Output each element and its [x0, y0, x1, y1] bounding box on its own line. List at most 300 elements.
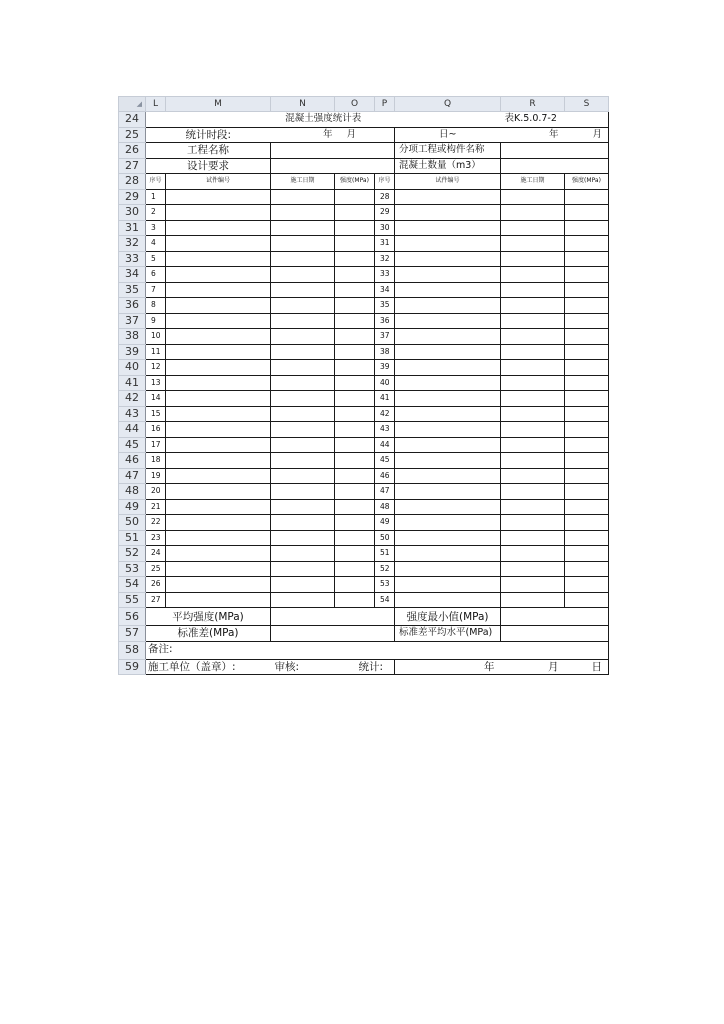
date-cell-left[interactable] [271, 220, 335, 236]
specimen-cell-right[interactable] [395, 375, 501, 391]
project-name-value[interactable] [271, 143, 395, 159]
specimen-cell-left[interactable] [166, 484, 271, 500]
date-cell-left[interactable] [271, 530, 335, 546]
seq-cell-left[interactable]: 25 [146, 561, 166, 577]
concrete-quantity-label[interactable]: 混凝土数量（m3） [395, 158, 501, 174]
specimen-cell-left[interactable] [166, 453, 271, 469]
seq-cell-left[interactable]: 8 [146, 298, 166, 314]
strength-cell-right[interactable] [565, 592, 609, 608]
specimen-cell-left[interactable] [166, 251, 271, 267]
strength-cell-right[interactable] [565, 577, 609, 593]
row-number[interactable]: 29 [119, 189, 146, 205]
date-cell-right[interactable] [501, 484, 565, 500]
row-number[interactable]: 55 [119, 592, 146, 608]
date-cell-right[interactable] [501, 236, 565, 252]
specimen-cell-right[interactable] [395, 530, 501, 546]
seq-cell-left[interactable]: 5 [146, 251, 166, 267]
date-cell-right[interactable] [501, 189, 565, 205]
strength-cell-left[interactable] [335, 251, 375, 267]
specimen-cell-left[interactable] [166, 561, 271, 577]
strength-cell-left[interactable] [335, 344, 375, 360]
row-number[interactable]: 35 [119, 282, 146, 298]
seq-cell-left[interactable]: 24 [146, 546, 166, 562]
seq-cell-right[interactable]: 34 [375, 282, 395, 298]
seq-cell-left[interactable]: 18 [146, 453, 166, 469]
specimen-cell-left[interactable] [166, 329, 271, 345]
strength-cell-right[interactable] [565, 468, 609, 484]
strength-cell-left[interactable] [335, 592, 375, 608]
specimen-cell-left[interactable] [166, 267, 271, 283]
date-cell-left[interactable] [271, 298, 335, 314]
reviewer-label[interactable]: 审核: [271, 659, 335, 675]
specimen-cell-right[interactable] [395, 298, 501, 314]
strength-cell-right[interactable] [565, 375, 609, 391]
row-number[interactable]: 44 [119, 422, 146, 438]
date-cell-right[interactable] [501, 530, 565, 546]
row-number[interactable]: 47 [119, 468, 146, 484]
seq-cell-left[interactable]: 19 [146, 468, 166, 484]
strength-cell-left[interactable] [335, 468, 375, 484]
strength-cell-left[interactable] [335, 267, 375, 283]
row-number[interactable]: 24 [119, 112, 146, 128]
specimen-cell-right[interactable] [395, 422, 501, 438]
row-number[interactable]: 28 [119, 174, 146, 190]
date-cell-right[interactable] [501, 499, 565, 515]
date-cell-left[interactable] [271, 236, 335, 252]
strength-cell-left[interactable] [335, 205, 375, 221]
strength-cell-right[interactable] [565, 205, 609, 221]
seq-cell-right[interactable]: 46 [375, 468, 395, 484]
seq-cell-right[interactable]: 33 [375, 267, 395, 283]
seq-cell-left[interactable]: 14 [146, 391, 166, 407]
min-strength-label[interactable]: 强度最小值(MPa) [395, 608, 501, 626]
column-header-s[interactable]: S [565, 97, 609, 112]
strength-cell-left[interactable] [335, 546, 375, 562]
specimen-cell-left[interactable] [166, 499, 271, 515]
period-year-1[interactable]: 年 [271, 127, 335, 143]
seq-cell-right[interactable]: 41 [375, 391, 395, 407]
row-number[interactable]: 30 [119, 205, 146, 221]
specimen-cell-left[interactable] [166, 546, 271, 562]
strength-cell-right[interactable] [565, 267, 609, 283]
specimen-cell-left[interactable] [166, 344, 271, 360]
strength-cell-right[interactable] [565, 515, 609, 531]
specimen-cell-right[interactable] [395, 236, 501, 252]
period-day-separator[interactable]: 日~ [395, 127, 501, 143]
strength-cell-right[interactable] [565, 344, 609, 360]
specimen-cell-right[interactable] [395, 592, 501, 608]
specimen-cell-left[interactable] [166, 530, 271, 546]
specimen-cell-right[interactable] [395, 329, 501, 345]
strength-cell-left[interactable] [335, 189, 375, 205]
date-cell-left[interactable] [271, 437, 335, 453]
date-cell-left[interactable] [271, 561, 335, 577]
specimen-cell-left[interactable] [166, 282, 271, 298]
seq-cell-right[interactable]: 32 [375, 251, 395, 267]
specimen-cell-right[interactable] [395, 453, 501, 469]
form-code[interactable]: 表K.5.0.7-2 [501, 112, 609, 128]
seq-cell-left[interactable]: 1 [146, 189, 166, 205]
row-number[interactable]: 40 [119, 360, 146, 376]
specimen-cell-right[interactable] [395, 282, 501, 298]
date-cell-left[interactable] [271, 422, 335, 438]
date-cell-left[interactable] [271, 344, 335, 360]
specimen-cell-right[interactable] [395, 577, 501, 593]
date-cell-right[interactable] [501, 561, 565, 577]
column-header-p[interactable]: P [375, 97, 395, 112]
row-number[interactable]: 31 [119, 220, 146, 236]
date-cell-left[interactable] [271, 313, 335, 329]
seq-cell-right[interactable]: 51 [375, 546, 395, 562]
row-number[interactable]: 59 [119, 659, 146, 675]
date-cell-right[interactable] [501, 298, 565, 314]
seq-cell-right[interactable]: 39 [375, 360, 395, 376]
strength-cell-right[interactable] [565, 406, 609, 422]
strength-cell-right[interactable] [565, 546, 609, 562]
specimen-cell-right[interactable] [395, 313, 501, 329]
row-number[interactable]: 34 [119, 267, 146, 283]
std-dev-level-label[interactable]: 标准差平均水平(MPa) [395, 626, 501, 642]
avg-strength-label[interactable]: 平均强度(MPa) [146, 608, 271, 626]
date-cell-right[interactable] [501, 546, 565, 562]
period-label[interactable]: 统计时段: [146, 127, 271, 143]
row-number[interactable]: 58 [119, 641, 146, 659]
row-number[interactable]: 54 [119, 577, 146, 593]
strength-cell-left[interactable] [335, 453, 375, 469]
strength-cell-right[interactable] [565, 561, 609, 577]
specimen-cell-right[interactable] [395, 391, 501, 407]
strength-cell-left[interactable] [335, 298, 375, 314]
strength-cell-right[interactable] [565, 484, 609, 500]
period-month-1[interactable]: 月 [335, 127, 395, 143]
footer-day[interactable]: 日 [565, 659, 609, 675]
date-cell-right[interactable] [501, 313, 565, 329]
sub-project-label[interactable]: 分项工程或构件名称 [395, 143, 501, 159]
date-cell-left[interactable] [271, 499, 335, 515]
seq-cell-right[interactable]: 53 [375, 577, 395, 593]
strength-cell-left[interactable] [335, 329, 375, 345]
date-cell-right[interactable] [501, 282, 565, 298]
strength-cell-left[interactable] [335, 530, 375, 546]
seq-cell-right[interactable]: 28 [375, 189, 395, 205]
date-cell-left[interactable] [271, 360, 335, 376]
strength-cell-right[interactable] [565, 329, 609, 345]
date-cell-right[interactable] [501, 515, 565, 531]
date-cell-left[interactable] [271, 205, 335, 221]
strength-cell-left[interactable] [335, 484, 375, 500]
strength-cell-left[interactable] [335, 577, 375, 593]
date-cell-left[interactable] [271, 329, 335, 345]
seq-cell-left[interactable]: 21 [146, 499, 166, 515]
seq-cell-left[interactable]: 27 [146, 592, 166, 608]
seq-cell-left[interactable]: 26 [146, 577, 166, 593]
date-cell-right[interactable] [501, 577, 565, 593]
date-cell-right[interactable] [501, 406, 565, 422]
column-header-m[interactable]: M [166, 97, 271, 112]
seq-cell-right[interactable]: 48 [375, 499, 395, 515]
row-number[interactable]: 27 [119, 158, 146, 174]
statistician-label[interactable]: 统计: [335, 659, 395, 675]
column-header-l[interactable]: L [146, 97, 166, 112]
specimen-cell-right[interactable] [395, 561, 501, 577]
row-number[interactable]: 38 [119, 329, 146, 345]
date-cell-left[interactable] [271, 189, 335, 205]
seq-cell-right[interactable]: 52 [375, 561, 395, 577]
seq-cell-left[interactable]: 22 [146, 515, 166, 531]
specimen-cell-left[interactable] [166, 189, 271, 205]
avg-strength-value[interactable] [271, 608, 395, 626]
specimen-cell-left[interactable] [166, 468, 271, 484]
design-requirement-label[interactable]: 设计要求 [146, 158, 271, 174]
row-number[interactable]: 37 [119, 313, 146, 329]
specimen-cell-left[interactable] [166, 360, 271, 376]
seq-cell-left[interactable]: 2 [146, 205, 166, 221]
date-cell-right[interactable] [501, 592, 565, 608]
seq-cell-right[interactable]: 40 [375, 375, 395, 391]
column-header-o[interactable]: O [335, 97, 375, 112]
strength-cell-right[interactable] [565, 391, 609, 407]
row-number[interactable]: 53 [119, 561, 146, 577]
strength-cell-right[interactable] [565, 282, 609, 298]
date-cell-right[interactable] [501, 344, 565, 360]
period-year-2[interactable]: 年 [501, 127, 565, 143]
contractor-label[interactable]: 施工单位（盖章）: [146, 659, 271, 675]
seq-cell-left[interactable]: 12 [146, 360, 166, 376]
header-specimen-left[interactable]: 试件编号 [166, 174, 271, 190]
strength-cell-right[interactable] [565, 220, 609, 236]
row-number[interactable]: 42 [119, 391, 146, 407]
strength-cell-right[interactable] [565, 453, 609, 469]
seq-cell-left[interactable]: 23 [146, 530, 166, 546]
date-cell-left[interactable] [271, 546, 335, 562]
specimen-cell-right[interactable] [395, 205, 501, 221]
specimen-cell-left[interactable] [166, 422, 271, 438]
date-cell-left[interactable] [271, 251, 335, 267]
seq-cell-right[interactable]: 36 [375, 313, 395, 329]
date-cell-right[interactable] [501, 205, 565, 221]
strength-cell-right[interactable] [565, 437, 609, 453]
date-cell-right[interactable] [501, 360, 565, 376]
specimen-cell-right[interactable] [395, 267, 501, 283]
footer-month[interactable]: 月 [501, 659, 565, 675]
specimen-cell-right[interactable] [395, 468, 501, 484]
seq-cell-right[interactable]: 47 [375, 484, 395, 500]
strength-cell-left[interactable] [335, 313, 375, 329]
header-specimen-right[interactable]: 试件编号 [395, 174, 501, 190]
specimen-cell-right[interactable] [395, 344, 501, 360]
row-number[interactable]: 33 [119, 251, 146, 267]
date-cell-right[interactable] [501, 468, 565, 484]
seq-cell-right[interactable]: 54 [375, 592, 395, 608]
date-cell-left[interactable] [271, 592, 335, 608]
strength-cell-right[interactable] [565, 251, 609, 267]
strength-cell-left[interactable] [335, 499, 375, 515]
strength-cell-right[interactable] [565, 360, 609, 376]
specimen-cell-left[interactable] [166, 592, 271, 608]
strength-cell-left[interactable] [335, 236, 375, 252]
row-number[interactable]: 36 [119, 298, 146, 314]
design-requirement-value[interactable] [271, 158, 395, 174]
specimen-cell-left[interactable] [166, 236, 271, 252]
date-cell-right[interactable] [501, 391, 565, 407]
seq-cell-right[interactable]: 38 [375, 344, 395, 360]
specimen-cell-left[interactable] [166, 313, 271, 329]
row-number[interactable]: 32 [119, 236, 146, 252]
seq-cell-right[interactable]: 31 [375, 236, 395, 252]
date-cell-right[interactable] [501, 267, 565, 283]
specimen-cell-left[interactable] [166, 375, 271, 391]
column-header-r[interactable]: R [501, 97, 565, 112]
date-cell-left[interactable] [271, 515, 335, 531]
strength-cell-left[interactable] [335, 391, 375, 407]
date-cell-right[interactable] [501, 329, 565, 345]
specimen-cell-right[interactable] [395, 515, 501, 531]
specimen-cell-right[interactable] [395, 546, 501, 562]
seq-cell-right[interactable]: 30 [375, 220, 395, 236]
date-cell-right[interactable] [501, 220, 565, 236]
row-number[interactable]: 50 [119, 515, 146, 531]
specimen-cell-right[interactable] [395, 499, 501, 515]
strength-cell-right[interactable] [565, 422, 609, 438]
date-cell-right[interactable] [501, 422, 565, 438]
strength-cell-left[interactable] [335, 360, 375, 376]
date-cell-left[interactable] [271, 484, 335, 500]
header-strength-right[interactable]: 强度(MPa) [565, 174, 609, 190]
row-number[interactable]: 45 [119, 437, 146, 453]
strength-cell-left[interactable] [335, 515, 375, 531]
date-cell-left[interactable] [271, 577, 335, 593]
specimen-cell-right[interactable] [395, 220, 501, 236]
strength-cell-left[interactable] [335, 406, 375, 422]
seq-cell-left[interactable]: 17 [146, 437, 166, 453]
date-cell-left[interactable] [271, 375, 335, 391]
seq-cell-left[interactable]: 4 [146, 236, 166, 252]
strength-cell-left[interactable] [335, 437, 375, 453]
specimen-cell-left[interactable] [166, 577, 271, 593]
seq-cell-left[interactable]: 16 [146, 422, 166, 438]
min-strength-value[interactable] [501, 608, 609, 626]
row-number[interactable]: 25 [119, 127, 146, 143]
date-cell-left[interactable] [271, 468, 335, 484]
row-number[interactable]: 26 [119, 143, 146, 159]
row-number[interactable]: 48 [119, 484, 146, 500]
date-cell-right[interactable] [501, 437, 565, 453]
row-number[interactable]: 46 [119, 453, 146, 469]
specimen-cell-right[interactable] [395, 484, 501, 500]
specimen-cell-right[interactable] [395, 360, 501, 376]
seq-cell-right[interactable]: 45 [375, 453, 395, 469]
specimen-cell-right[interactable] [395, 437, 501, 453]
concrete-quantity-value[interactable] [501, 158, 609, 174]
seq-cell-left[interactable]: 6 [146, 267, 166, 283]
row-number[interactable]: 39 [119, 344, 146, 360]
specimen-cell-left[interactable] [166, 515, 271, 531]
seq-cell-left[interactable]: 3 [146, 220, 166, 236]
sub-project-value[interactable] [501, 143, 609, 159]
std-dev-level-value[interactable] [501, 626, 609, 642]
specimen-cell-right[interactable] [395, 189, 501, 205]
seq-cell-left[interactable]: 9 [146, 313, 166, 329]
specimen-cell-right[interactable] [395, 406, 501, 422]
seq-cell-right[interactable]: 43 [375, 422, 395, 438]
strength-cell-left[interactable] [335, 561, 375, 577]
strength-cell-left[interactable] [335, 282, 375, 298]
date-cell-left[interactable] [271, 282, 335, 298]
seq-cell-left[interactable]: 13 [146, 375, 166, 391]
period-month-2[interactable]: 月 [565, 127, 609, 143]
seq-cell-right[interactable]: 42 [375, 406, 395, 422]
strength-cell-left[interactable] [335, 422, 375, 438]
strength-cell-right[interactable] [565, 530, 609, 546]
seq-cell-right[interactable]: 49 [375, 515, 395, 531]
specimen-cell-left[interactable] [166, 205, 271, 221]
select-all-corner[interactable]: ◢ [119, 97, 146, 112]
header-seq-right[interactable]: 序号 [375, 174, 395, 190]
row-number[interactable]: 43 [119, 406, 146, 422]
seq-cell-right[interactable]: 37 [375, 329, 395, 345]
form-title[interactable]: 混凝土强度统计表 [146, 112, 501, 128]
project-name-label[interactable]: 工程名称 [146, 143, 271, 159]
date-cell-left[interactable] [271, 406, 335, 422]
strength-cell-left[interactable] [335, 220, 375, 236]
seq-cell-left[interactable]: 10 [146, 329, 166, 345]
header-date-right[interactable]: 施工日期 [501, 174, 565, 190]
date-cell-left[interactable] [271, 391, 335, 407]
strength-cell-left[interactable] [335, 375, 375, 391]
seq-cell-left[interactable]: 15 [146, 406, 166, 422]
seq-cell-left[interactable]: 7 [146, 282, 166, 298]
strength-cell-right[interactable] [565, 499, 609, 515]
header-strength-left[interactable]: 强度(MPa) [335, 174, 375, 190]
seq-cell-left[interactable]: 11 [146, 344, 166, 360]
specimen-cell-left[interactable] [166, 406, 271, 422]
strength-cell-right[interactable] [565, 313, 609, 329]
row-number[interactable]: 52 [119, 546, 146, 562]
date-cell-right[interactable] [501, 251, 565, 267]
specimen-cell-left[interactable] [166, 391, 271, 407]
remarks-cell[interactable]: 备注: [146, 641, 609, 659]
header-seq-left[interactable]: 序号 [146, 174, 166, 190]
strength-cell-right[interactable] [565, 298, 609, 314]
specimen-cell-left[interactable] [166, 220, 271, 236]
specimen-cell-left[interactable] [166, 298, 271, 314]
row-number[interactable]: 41 [119, 375, 146, 391]
column-header-q[interactable]: Q [395, 97, 501, 112]
column-header-n[interactable]: N [271, 97, 335, 112]
header-date-left[interactable]: 施工日期 [271, 174, 335, 190]
row-number[interactable]: 57 [119, 626, 146, 642]
date-cell-right[interactable] [501, 375, 565, 391]
specimen-cell-left[interactable] [166, 437, 271, 453]
std-dev-value[interactable] [271, 626, 395, 642]
row-number[interactable]: 49 [119, 499, 146, 515]
seq-cell-right[interactable]: 44 [375, 437, 395, 453]
strength-cell-right[interactable] [565, 236, 609, 252]
specimen-cell-right[interactable] [395, 251, 501, 267]
footer-year[interactable]: 年 [395, 659, 501, 675]
std-dev-label[interactable]: 标准差(MPa) [146, 626, 271, 642]
seq-cell-right[interactable]: 35 [375, 298, 395, 314]
date-cell-left[interactable] [271, 267, 335, 283]
row-number[interactable]: 56 [119, 608, 146, 626]
strength-cell-right[interactable] [565, 189, 609, 205]
date-cell-right[interactable] [501, 453, 565, 469]
date-cell-left[interactable] [271, 453, 335, 469]
seq-cell-right[interactable]: 50 [375, 530, 395, 546]
seq-cell-left[interactable]: 20 [146, 484, 166, 500]
row-number[interactable]: 51 [119, 530, 146, 546]
seq-cell-right[interactable]: 29 [375, 205, 395, 221]
